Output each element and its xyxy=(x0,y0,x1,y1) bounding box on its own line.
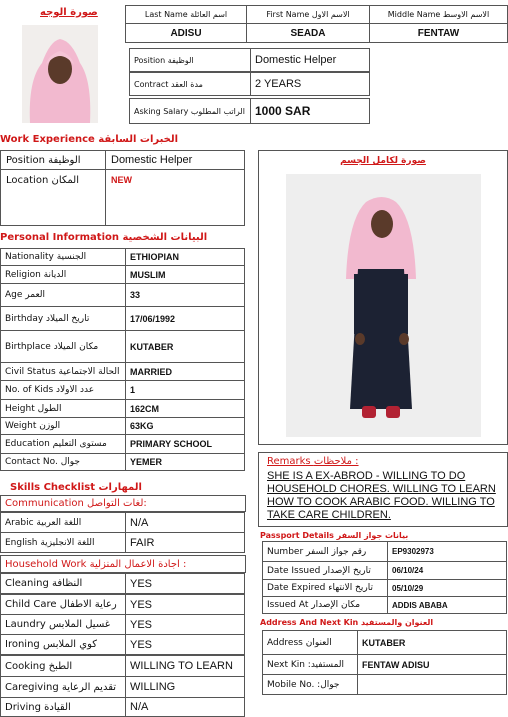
passport-title: Passport Details بيانات جواز السفر xyxy=(260,531,409,540)
household-row-value: WILLING xyxy=(125,676,245,698)
salary-label: Asking Salary الراتب المطلوب xyxy=(129,98,251,124)
household-row-value: YES xyxy=(125,634,245,655)
personal-row-value: 33 xyxy=(125,283,245,307)
personal-row-value: ETHIOPIAN xyxy=(125,248,245,266)
address-row-value xyxy=(357,674,507,695)
last-name-label: Last Name اسم العائلة xyxy=(125,5,247,24)
work-location-value-cell xyxy=(105,169,245,226)
communication-row-label: Arabic اللغة العربية xyxy=(0,512,126,533)
position-value: Domestic Helper xyxy=(250,48,370,72)
middle-name-label: Middle Name الاسم الاوسط xyxy=(369,5,508,24)
remarks-line: HOW TO COOK ARABIC FOOD. WILLING TO xyxy=(267,496,495,508)
remarks-line: SHE IS A EX-ABROD - WILLING TO DO xyxy=(267,470,466,482)
personal-row-label: Nationality الجنسية xyxy=(0,248,126,266)
household-row-label: Ironing كوي الملابس xyxy=(0,634,126,655)
work-position-label: Position الوظيفة xyxy=(0,150,106,170)
personal-row-label: No. of Kids عدد الاولاد xyxy=(0,380,126,400)
personal-row-label: Education مستوى التعليم xyxy=(0,434,126,454)
first-name-value: SEADA xyxy=(246,23,370,43)
personal-row-label: Weight الوزن xyxy=(0,417,126,435)
household-row-label: Cleaning النظافة xyxy=(0,573,126,594)
household-row-label: Caregiving تقديم الرعاية xyxy=(0,676,126,698)
passport-row-label: Number رقم جواز السفر xyxy=(262,541,388,562)
remarks-box xyxy=(258,452,508,527)
communication-row-value: FAIR xyxy=(125,532,245,553)
middle-name-value: FENTAW xyxy=(369,23,508,43)
address-row-label: Mobile No. :جوال xyxy=(262,674,358,695)
work-position-value: Domestic Helper xyxy=(105,150,245,170)
household-row-value: YES xyxy=(125,594,245,615)
salary-value: 1000 SAR xyxy=(250,98,370,124)
work-experience-title: Work Experience الخبرات السابقة xyxy=(0,134,179,145)
personal-info-title: Personal Information البيانات الشخصية xyxy=(0,232,208,243)
personal-row-label: Religion الديانة xyxy=(0,265,126,284)
position-label: Position الوظيفة xyxy=(129,48,251,72)
passport-row-value: ADDIS ABABA xyxy=(387,596,507,614)
work-location-label: Location المكان xyxy=(6,175,80,186)
personal-row-value: YEMER xyxy=(125,453,245,471)
communication-row-value: N/A xyxy=(125,512,245,533)
household-row-label: Driving القيادة xyxy=(0,697,126,717)
household-row-value: YES xyxy=(125,614,245,635)
personal-row-label: Civil Status الحالة الاجتماعية xyxy=(0,362,126,381)
personal-row-value: MUSLIM xyxy=(125,265,245,284)
address-row-label: Address العنوان xyxy=(262,630,358,655)
personal-row-label: Age العمر xyxy=(0,283,126,307)
face-photo-label: صورة الوجه xyxy=(40,7,98,18)
address-row-value: KUTABER xyxy=(357,630,507,655)
skills-title: Skills Checklist المهارات xyxy=(10,482,142,493)
personal-row-value: MARRIED xyxy=(125,362,245,381)
contract-value: 2 YEARS xyxy=(250,72,370,96)
personal-row-label: Birthplace مكان الميلاد xyxy=(0,330,126,363)
passport-row-label: Date Expired تاريخ الانتهاء xyxy=(262,579,388,597)
household-row-value: WILLING TO LEARN xyxy=(125,655,245,677)
full-body-photo xyxy=(286,174,481,437)
face-photo xyxy=(22,25,98,123)
address-title: Address And Next Kin العنوان والمستفيد xyxy=(260,618,434,627)
work-location-label-cell xyxy=(0,169,106,226)
personal-row-value: KUTABER xyxy=(125,330,245,363)
passport-row-value: 06/10/24 xyxy=(387,561,507,580)
household-row-value: YES xyxy=(125,573,245,594)
address-row-label: Next Kin :المستفيد xyxy=(262,654,358,675)
full-photo-label: صورة لكامل الجسم xyxy=(340,156,426,166)
remarks-line: HOUSEHOLD CHORES. WILLING TO LEARN xyxy=(267,483,496,495)
passport-row-value: EP9302973 xyxy=(387,541,507,562)
personal-row-label: Birthday تاريخ الميلاد xyxy=(0,306,126,331)
passport-row-value: 05/10/29 xyxy=(387,579,507,597)
household-title: Household Work اجادة الاعمال المنزلية : xyxy=(0,555,246,573)
passport-row-label: Issued At مكان الإصدار xyxy=(262,596,388,614)
household-row-label: Child Care رعاية الاطفال xyxy=(0,594,126,615)
household-row-label: Cooking الطبخ xyxy=(0,655,126,677)
passport-row-label: Date Issued تاريخ الإصدار xyxy=(262,561,388,580)
personal-row-value: 63KG xyxy=(125,417,245,435)
personal-row-value: 1 xyxy=(125,380,245,400)
household-row-value: N/A xyxy=(125,697,245,717)
work-location-value: NEW xyxy=(111,175,132,185)
personal-row-label: Contact No. جوال xyxy=(0,453,126,471)
remarks-line: TAKE CARE CHILDREN. xyxy=(267,509,391,521)
household-row-label: Laundry غسيل الملابس xyxy=(0,614,126,635)
first-name-label: First Name الاسم الاول xyxy=(246,5,370,24)
communication-row-label: English اللغة الانجليزية xyxy=(0,532,126,553)
personal-row-label: Height الطول xyxy=(0,399,126,418)
address-row-value: FENTAW ADISU xyxy=(357,654,507,675)
personal-row-value: 17/06/1992 xyxy=(125,306,245,331)
remarks-title: Remarks ملاحظات : xyxy=(267,456,359,467)
last-name-value: ADISU xyxy=(125,23,247,43)
contract-label: Contract مدة العقد xyxy=(129,72,251,96)
full-photo-frame xyxy=(258,150,508,445)
personal-row-value: 162CM xyxy=(125,399,245,418)
personal-row-value: PRIMARY SCHOOL xyxy=(125,434,245,454)
communication-title: Communication لغات التواصل: xyxy=(0,495,246,512)
